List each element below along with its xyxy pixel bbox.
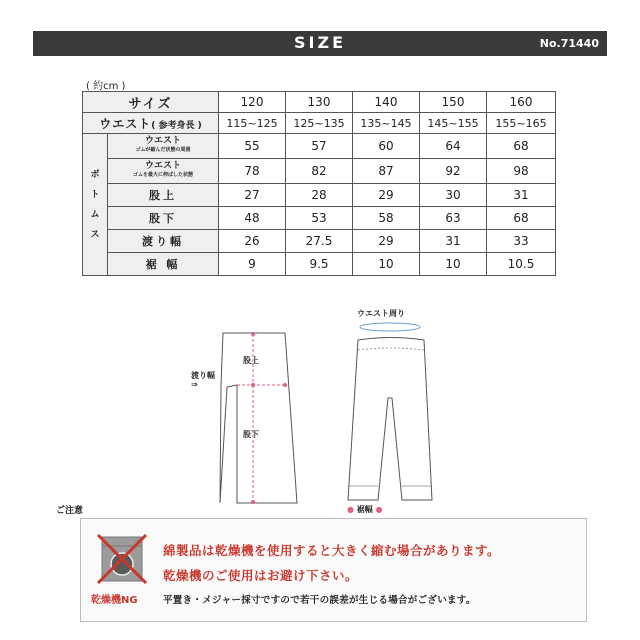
value-cell: 29 <box>353 184 420 207</box>
size-cell: 130 <box>286 92 353 113</box>
waist-around-label: ウエスト周り <box>357 309 405 318</box>
waist-label: ウエスト <box>99 116 152 131</box>
notice-line-1: 綿製品は乾燥機を使用すると大きく縮む場合があります。 <box>163 543 501 558</box>
hem-dot-icon: ● <box>375 505 383 514</box>
notice-line-3: 平置き・メジャー採寸ですので若干の誤差が生じる場合がございます。 <box>163 595 476 606</box>
value-cell: 27 <box>219 184 286 207</box>
measure-dot <box>251 500 255 504</box>
measurement-row <box>83 184 556 207</box>
inseam-label: 股下 <box>243 430 259 439</box>
value-cell: 98 <box>487 159 556 184</box>
waist-around-arrow <box>360 323 420 331</box>
row-label-text: ウエスト <box>144 161 181 171</box>
value-cell: 68 <box>487 207 556 230</box>
waist-range-cell: 125~135 <box>286 113 353 134</box>
size-title: SIZE <box>293 33 346 52</box>
measure-dot <box>251 332 255 336</box>
value-cell: 29 <box>353 230 420 253</box>
value-cell: 28 <box>286 184 353 207</box>
value-cell: 64 <box>420 134 487 159</box>
rise-label: 股上 <box>243 356 259 365</box>
size-cell: 140 <box>353 92 420 113</box>
hem-label-text: 裾幅 <box>356 505 373 514</box>
value-cell: 9.5 <box>286 253 353 276</box>
value-cell: 26 <box>219 230 286 253</box>
value-cell: 58 <box>353 207 420 230</box>
size-cell: 120 <box>219 92 286 113</box>
value-cell: 33 <box>487 230 556 253</box>
waist-range-cell: 135~145 <box>353 113 420 134</box>
size-row <box>83 92 556 113</box>
value-cell: 10.5 <box>487 253 556 276</box>
thigh-label-text: 渡り幅 <box>191 371 215 380</box>
value-cell: 53 <box>286 207 353 230</box>
value-cell: 48 <box>219 207 286 230</box>
measurement-row <box>83 207 556 230</box>
waist-range-cell: 155~165 <box>487 113 556 134</box>
thigh-label <box>191 371 215 389</box>
value-cell: 57 <box>286 134 353 159</box>
row-label-sub: ゴムが縮んだ状態の周囲 <box>135 147 191 153</box>
measurement-row <box>83 134 556 159</box>
row-label-sub: ゴムを最大に伸ばした状態 <box>132 172 193 178</box>
value-cell: 82 <box>286 159 353 184</box>
waist-sub-label: ( 参考身長 ) <box>151 120 202 131</box>
measurement-row <box>83 159 556 184</box>
value-cell: 30 <box>420 184 487 207</box>
dryer-ng-label: 乾燥機NG <box>91 595 138 606</box>
pants-back-outline <box>348 338 432 501</box>
size-cell: 160 <box>487 92 556 113</box>
value-cell: 31 <box>487 184 556 207</box>
bottoms-group-text: ボ ト ム ス <box>90 169 100 240</box>
value-cell: 55 <box>219 134 286 159</box>
notice-line-2: 乾燥機のご使用はお避け下さい。 <box>163 568 359 583</box>
waist-height-row <box>83 113 556 134</box>
pants-back-diagram <box>340 318 440 518</box>
value-cell: 87 <box>353 159 420 184</box>
row-label <box>108 134 219 159</box>
measurement-row <box>83 253 556 276</box>
size-table <box>82 91 556 276</box>
value-cell: 78 <box>219 159 286 184</box>
notice-title: ご注意 <box>56 506 84 516</box>
hem-label <box>347 504 383 515</box>
row-label: 渡り幅 <box>108 230 219 253</box>
value-cell: 68 <box>487 134 556 159</box>
dryer-ng-icon <box>96 533 148 585</box>
row-label <box>108 159 219 184</box>
waist-range-cell: 115~125 <box>219 113 286 134</box>
unit-label: ( 約cm ) <box>86 81 126 92</box>
value-cell: 27.5 <box>286 230 353 253</box>
size-header-bar <box>33 31 607 56</box>
value-cell: 9 <box>219 253 286 276</box>
measure-dot <box>251 383 255 387</box>
value-cell: 10 <box>420 253 487 276</box>
waist-range-cell: 145~155 <box>420 113 487 134</box>
value-cell: 31 <box>420 230 487 253</box>
value-cell: 92 <box>420 159 487 184</box>
row-label: 裾 幅 <box>108 253 219 276</box>
dryer-door <box>111 553 133 575</box>
measurement-row <box>83 230 556 253</box>
hem-dot-icon: ● <box>347 505 354 514</box>
waistband-line <box>358 348 424 350</box>
value-cell: 60 <box>353 134 420 159</box>
row-label-text: ウエスト <box>144 136 181 146</box>
waist-height-label <box>83 113 219 134</box>
value-cell: 63 <box>420 207 487 230</box>
bottoms-group-label <box>83 134 108 276</box>
product-number: No.71440 <box>539 37 599 50</box>
pants-side-diagram <box>185 325 305 510</box>
size-cell: 150 <box>420 92 487 113</box>
row-label: 股下 <box>108 207 219 230</box>
row-label: 股上 <box>108 184 219 207</box>
notice-box <box>80 518 587 622</box>
size-label: サイズ <box>83 92 219 113</box>
value-cell: 10 <box>353 253 420 276</box>
measure-dot <box>283 383 287 387</box>
thigh-arrow-icon: ⇒ <box>191 380 198 389</box>
